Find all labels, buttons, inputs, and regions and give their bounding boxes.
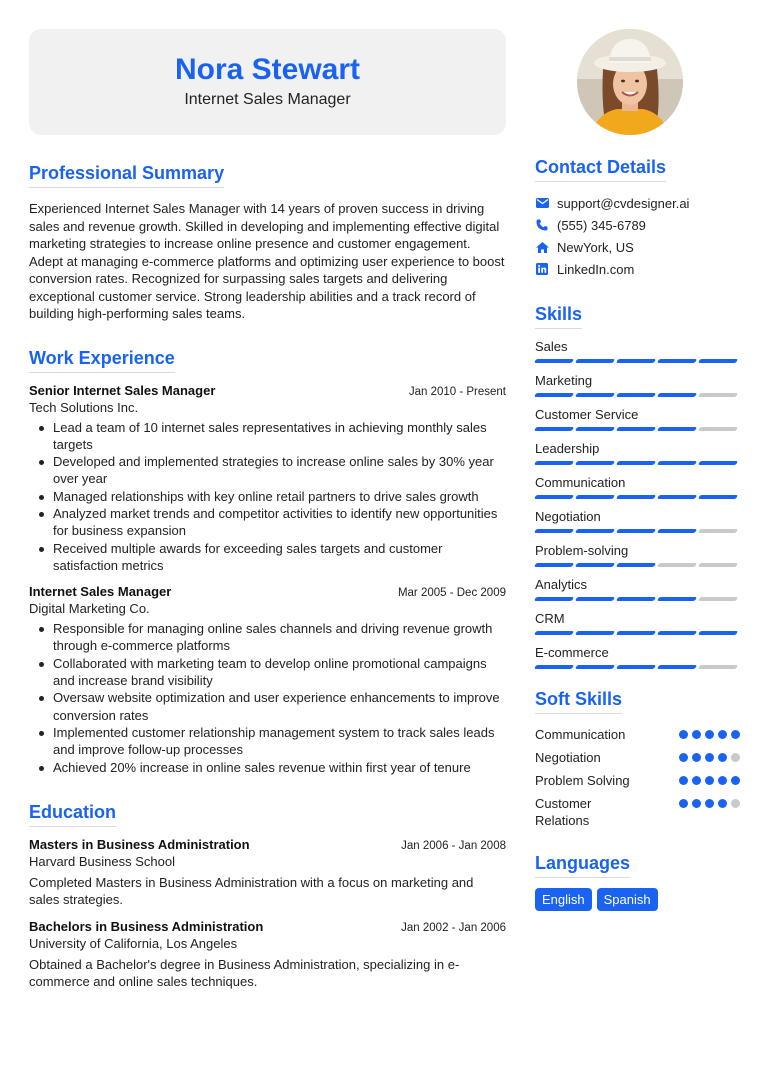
skill-level-bar (535, 563, 740, 567)
language-tags (535, 888, 740, 911)
skill-level-segment (575, 495, 615, 499)
rating-dot (718, 776, 727, 785)
skill-level-segment (575, 529, 615, 533)
job-entry (29, 383, 506, 575)
contact-location: NewYork, US (557, 239, 634, 255)
skill-name: Sales (535, 339, 568, 354)
skill-level-segment (657, 597, 697, 601)
education-entry (29, 837, 506, 909)
education-section (29, 802, 506, 991)
skill-level-segment (657, 461, 697, 465)
contact-phone-row[interactable] (535, 214, 740, 236)
rating-dot (731, 799, 740, 808)
soft-skills-list (535, 726, 740, 829)
contact-section (535, 157, 740, 280)
rating-dot (692, 799, 701, 808)
skills-heading: Skills (535, 304, 582, 329)
phone-icon (535, 218, 549, 232)
skill-level-segment (616, 665, 656, 669)
contact-email-row[interactable] (535, 192, 740, 214)
skill-level-segment (657, 495, 697, 499)
job-company: Digital Marketing Co. (29, 601, 150, 617)
education-description: Obtained a Bachelor's degree in Business Administration, specializing in e-commerce and online sales techniques. (29, 956, 460, 990)
education-date: Jan 2006 - Jan 2008 (401, 839, 506, 852)
soft-skill-name: Customer Relations (535, 796, 592, 828)
skill-name: Leadership (535, 441, 600, 456)
rating-dot (692, 730, 701, 739)
contact-linkedin[interactable]: LinkedIn.com (557, 261, 635, 277)
rating-dot (731, 753, 740, 762)
soft-skill-item (535, 726, 740, 743)
skill-item (535, 611, 740, 635)
school-name: Harvard Business School (29, 853, 175, 869)
skill-level-bar (535, 495, 740, 499)
skill-item (535, 441, 740, 465)
skill-level-segment (698, 665, 738, 669)
rating-dot (718, 753, 727, 762)
soft-skill-rating (679, 772, 740, 785)
skill-level-segment (698, 597, 738, 601)
job-bullet: Lead a team of 10 internet sales representatives in achieving monthly sales targets (53, 419, 506, 454)
languages-section (535, 853, 740, 911)
job-bullet: Achieved 20% increase in online sales revenue within first year of tenure (53, 759, 506, 776)
skill-level-segment (575, 631, 615, 635)
profile-photo-illustration (577, 29, 683, 135)
skill-level-segment (575, 427, 615, 431)
language-tag: Spanish (597, 888, 658, 911)
skill-level-segment (657, 529, 697, 533)
contact-email[interactable]: support@cvdesigner.ai (557, 195, 690, 211)
rating-dot (705, 730, 714, 739)
job-bullet: Analyzed market trends and competitor activities to identify new opportunities for business expansion (53, 505, 506, 540)
skill-level-segment (657, 563, 697, 567)
rating-dot (679, 730, 688, 739)
header-box (29, 29, 506, 135)
skill-level-segment (534, 359, 574, 363)
experience-section (29, 348, 506, 776)
main-column (29, 163, 506, 991)
skill-level-segment (698, 529, 738, 533)
soft-skills-heading: Soft Skills (535, 689, 622, 714)
experience-heading: Work Experience (29, 348, 175, 373)
skill-level-segment (575, 597, 615, 601)
skill-name: Marketing (535, 373, 593, 388)
skill-level-segment (534, 563, 574, 567)
degree-title: Masters in Business Administration (29, 836, 250, 852)
skill-level-segment (698, 563, 738, 567)
skill-level-bar (535, 461, 740, 465)
soft-skill-rating (679, 749, 740, 762)
skill-level-segment (698, 393, 738, 397)
soft-skill-item (535, 772, 740, 789)
profile-photo (577, 29, 683, 135)
skill-item (535, 339, 740, 363)
skill-level-bar (535, 427, 740, 431)
degree-title: Bachelors in Business Administration (29, 918, 264, 934)
contact-heading: Contact Details (535, 157, 666, 182)
skill-level-segment (616, 495, 656, 499)
skill-level-bar (535, 529, 740, 533)
summary-heading: Professional Summary (29, 163, 224, 188)
skill-level-bar (535, 359, 740, 363)
skill-level-segment (657, 393, 697, 397)
job-bullet: Oversaw website optimization and user experience enhancements to improve conversion rates (53, 689, 506, 724)
rating-dot (731, 776, 740, 785)
education-description: Completed Masters in Business Administration with a focus on marketing and sales strategies. (29, 874, 474, 908)
job-bullet: Developed and implemented strategies to increase online sales by 30% year over year (53, 453, 506, 488)
skill-level-segment (575, 461, 615, 465)
languages-heading: Languages (535, 853, 630, 878)
candidate-title: Internet Sales Manager (184, 91, 351, 108)
soft-skill-item (535, 749, 740, 766)
skills-section (535, 304, 740, 669)
skill-level-segment (657, 359, 697, 363)
skill-item (535, 509, 740, 533)
job-bullets (29, 620, 506, 776)
skill-level-segment (657, 665, 697, 669)
skill-level-bar (535, 665, 740, 669)
linkedin-icon (535, 262, 549, 276)
rating-dot (718, 730, 727, 739)
skill-item (535, 543, 740, 567)
skill-level-bar (535, 631, 740, 635)
skill-level-segment (534, 427, 574, 431)
job-title: Internet Sales Manager (29, 584, 172, 600)
contact-linkedin-row[interactable] (535, 258, 740, 280)
skill-level-bar (535, 597, 740, 601)
skill-level-segment (616, 563, 656, 567)
skill-level-segment (698, 495, 738, 499)
rating-dot (705, 776, 714, 785)
skill-name: E-commerce (535, 645, 609, 660)
skill-name: Analytics (535, 577, 588, 592)
skill-level-segment (575, 359, 615, 363)
contact-phone[interactable]: (555) 345-6789 (557, 217, 646, 233)
education-heading: Education (29, 802, 116, 827)
contact-location-row (535, 236, 740, 258)
skill-name: Negotiation (535, 509, 601, 524)
skill-name: Communication (535, 475, 626, 490)
rating-dot (692, 776, 701, 785)
skill-level-segment (575, 563, 615, 567)
skill-level-segment (534, 529, 574, 533)
summary-text: Experienced Internet Sales Manager with 14 years of proven success in driving sales and revenue growth. Skilled in developing and implementing effective digital marketing strategies to increase online presence and customer engagement. Adept at managing e-commerce platforms and optimizing user experience to boost conversion rates. Recognized for surpassing sales targets and delivering exceptional customer service. Strong leadership abilities and a track record of building high-performing sales teams. (29, 201, 505, 321)
job-bullet: Managed relationships with key online retail partners to drive sales growth (53, 488, 506, 505)
candidate-name: Nora Stewart (174, 53, 361, 86)
rating-dot (705, 799, 714, 808)
skill-level-segment (698, 461, 738, 465)
skill-level-segment (616, 427, 656, 431)
job-bullet: Responsible for managing online sales channels and driving revenue growth through e-commerce platforms (53, 620, 506, 655)
skill-level-segment (534, 665, 574, 669)
skill-level-segment (616, 359, 656, 363)
soft-skill-name: Communication (535, 727, 626, 742)
school-name: University of California, Los Angeles (29, 935, 238, 951)
sidebar-column (535, 157, 740, 911)
skill-level-segment (616, 393, 656, 397)
job-bullet: Collaborated with marketing team to develop online promotional campaigns and increase brand visibility (53, 655, 506, 690)
job-date: Jan 2010 - Present (408, 385, 506, 398)
home-icon (535, 240, 549, 254)
job-date: Mar 2005 - Dec 2009 (397, 587, 506, 600)
job-company: Tech Solutions Inc. (29, 399, 139, 415)
envelope-icon (535, 196, 549, 210)
job-bullet: Received multiple awards for exceeding sales targets and customer satisfaction metrics (53, 540, 506, 575)
skill-level-segment (534, 461, 574, 465)
education-date: Jan 2002 - Jan 2006 (401, 921, 506, 934)
job-bullets (29, 419, 506, 575)
skill-level-segment (657, 631, 697, 635)
soft-skill-name: Negotiation (535, 750, 601, 765)
skill-item (535, 407, 740, 431)
job-bullet: Implemented customer relationship management system to track sales leads and improve follow-up processes (53, 724, 506, 759)
skill-level-segment (698, 359, 738, 363)
skill-level-segment (534, 393, 574, 397)
soft-skill-name: Problem Solving (535, 773, 630, 788)
skill-level-segment (534, 495, 574, 499)
skill-level-segment (616, 631, 656, 635)
rating-dot (718, 799, 727, 808)
skill-item (535, 373, 740, 397)
rating-dot (679, 753, 688, 762)
skill-level-segment (657, 427, 697, 431)
job-entry (29, 584, 506, 776)
skill-level-segment (575, 665, 615, 669)
education-entry (29, 919, 506, 991)
soft-skill-item (535, 795, 740, 829)
rating-dot (692, 753, 701, 762)
rating-dot (731, 730, 740, 739)
soft-skill-rating (679, 795, 740, 808)
skill-level-bar (535, 393, 740, 397)
summary-section (29, 163, 506, 323)
skill-level-segment (616, 461, 656, 465)
skill-item (535, 645, 740, 669)
skill-level-segment (534, 631, 574, 635)
skill-level-segment (698, 631, 738, 635)
job-title: Senior Internet Sales Manager (29, 382, 216, 398)
skill-item (535, 475, 740, 499)
skill-level-segment (616, 529, 656, 533)
skill-level-segment (534, 597, 574, 601)
rating-dot (679, 799, 688, 808)
rating-dot (679, 776, 688, 785)
skill-level-segment (575, 393, 615, 397)
skill-name: Customer Service (535, 407, 639, 422)
skill-name: CRM (535, 611, 565, 626)
language-tag: English (535, 888, 592, 911)
skill-level-segment (698, 427, 738, 431)
soft-skills-section (535, 689, 740, 829)
skills-list (535, 339, 740, 669)
rating-dot (705, 753, 714, 762)
skill-name: Problem-solving (535, 543, 629, 558)
skill-item (535, 577, 740, 601)
soft-skill-rating (679, 726, 740, 739)
skill-level-segment (616, 597, 656, 601)
